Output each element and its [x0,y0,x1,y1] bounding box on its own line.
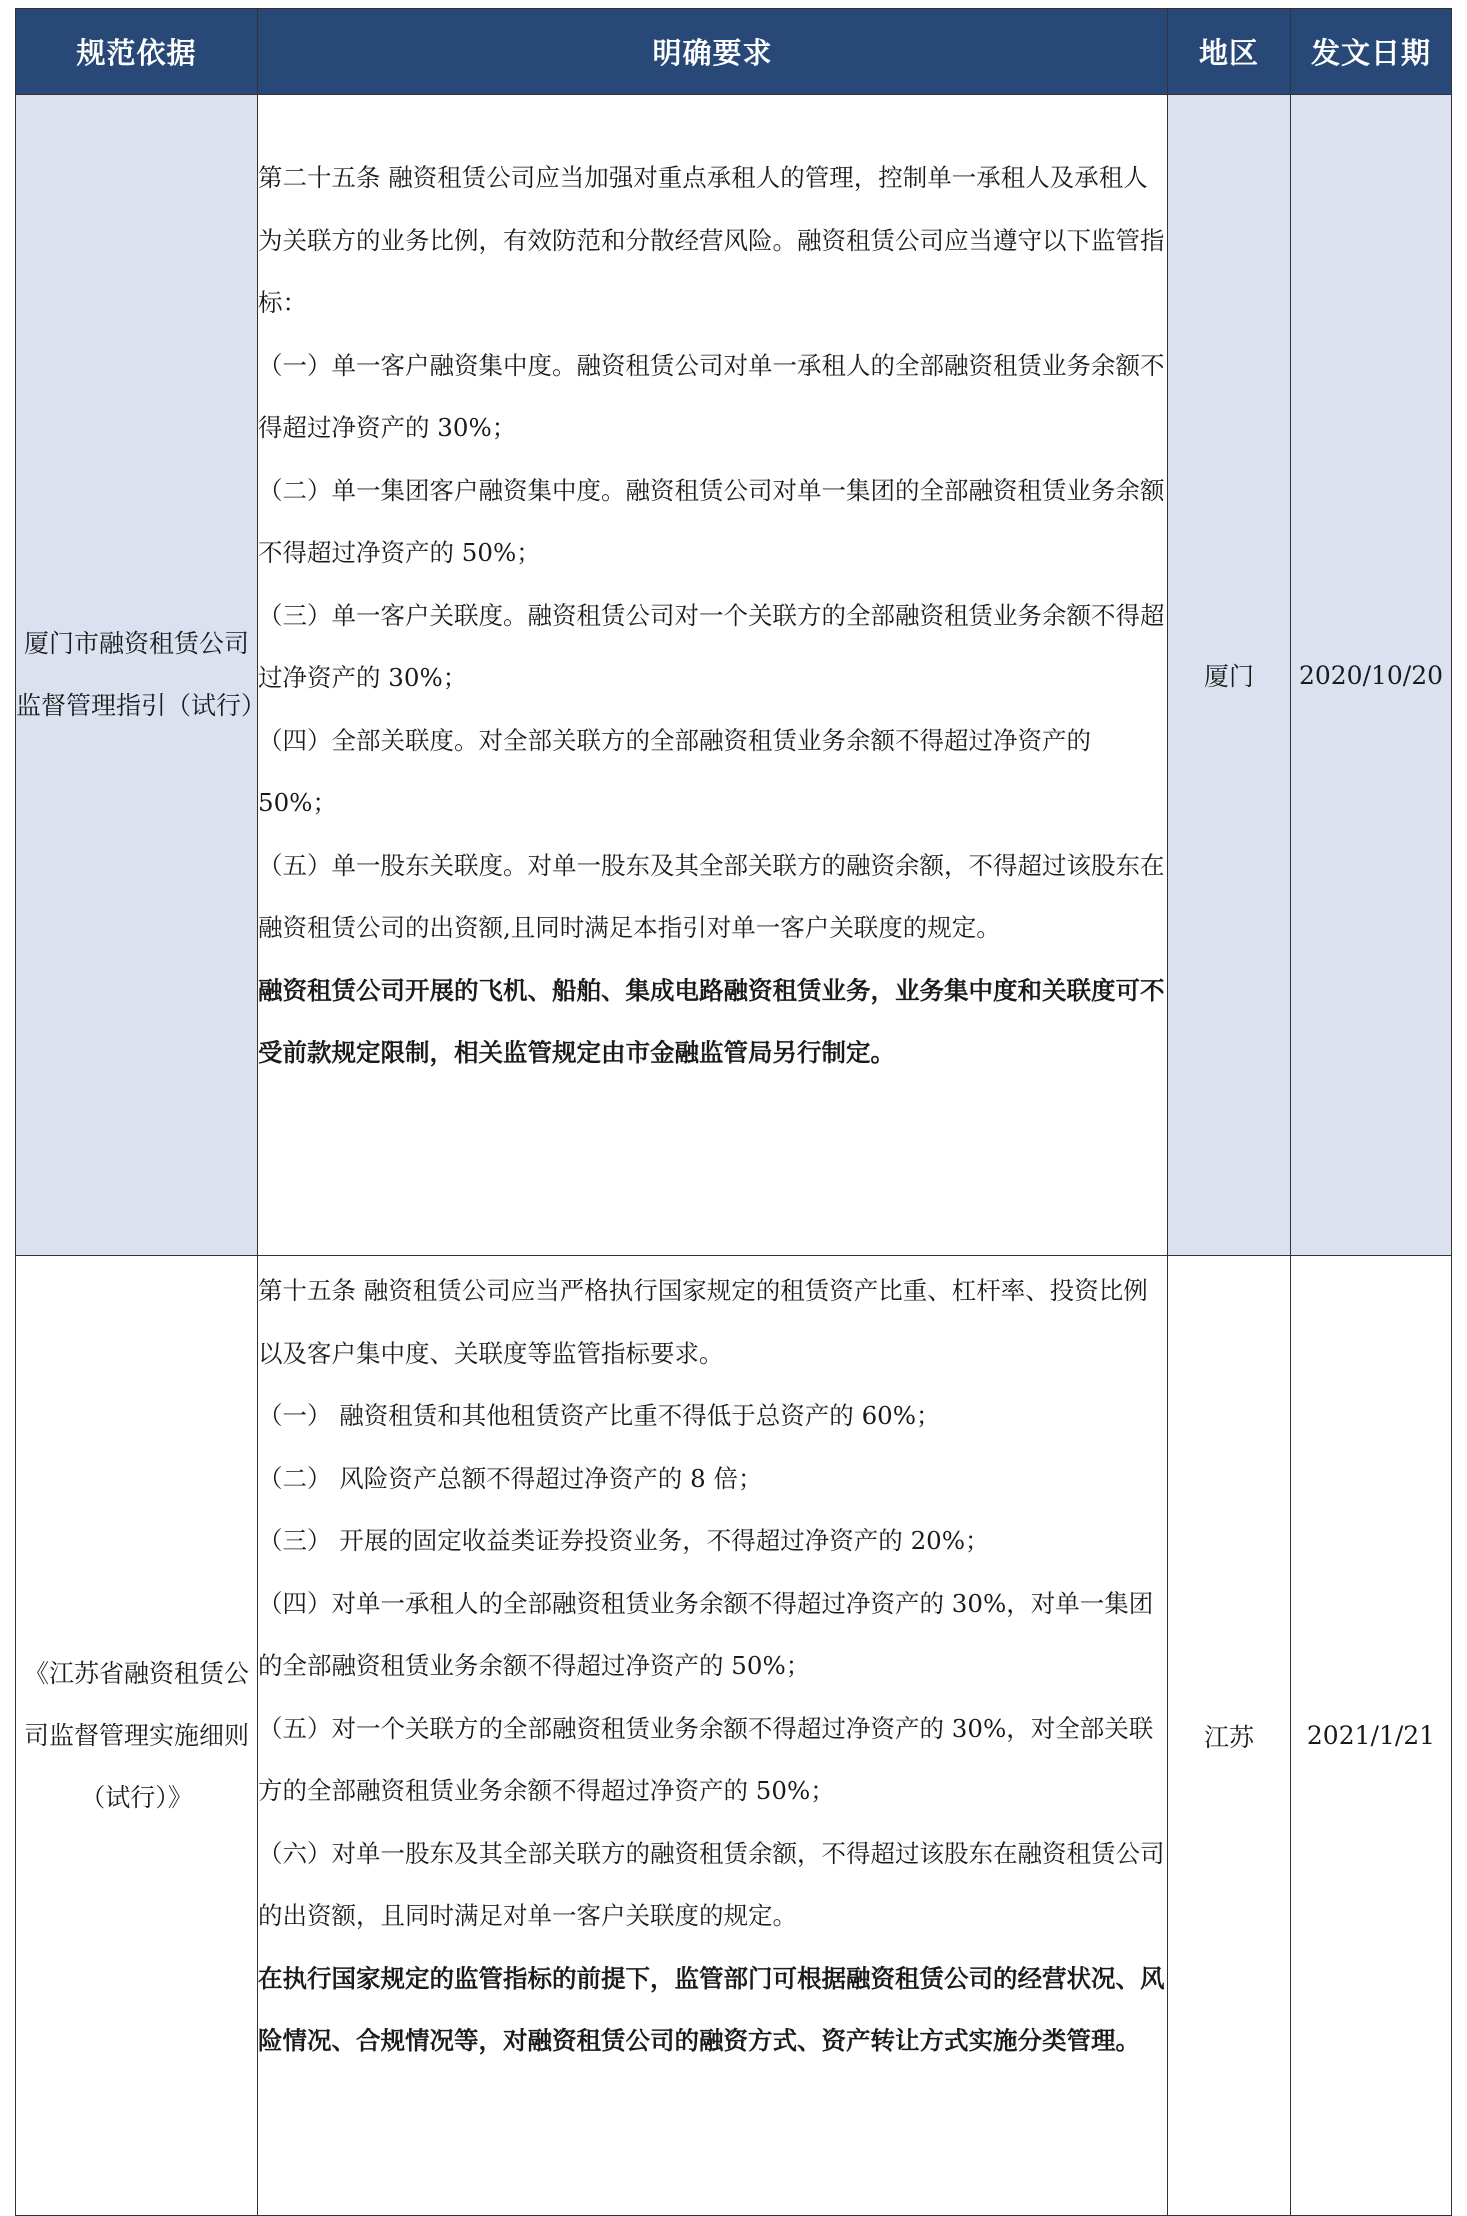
requirement-bold-note: 在执行国家规定的监管指标的前提下，监管部门可根据融资租赁公司的经营状况、风险情况、合规情况等，对融资租赁公司的融资方式、资产转让方式实施分类管理。 [258,1963,1165,2055]
basis-cell: 《江苏省融资租赁公司监督管理实施细则（试行）》 [16,1256,258,2216]
requirement-paragraph: 第二十五条 融资租赁公司应当加强对重点承租人的管理，控制单一承租人及承租人为关联方的业务比例，有效防范和分散经营风险。融资租赁公司应当遵守以下监管指标： [258,163,1165,317]
requirement-paragraph: （一） 融资租赁和其他租赁资产比重不得低于总资产的 60%； [258,1401,941,1430]
requirement-paragraph: （四）全部关联度。对全部关联方的全部融资租赁业务余额不得超过净资产的 50%； [258,725,1091,817]
table-row [16,1256,1452,2216]
basis-cell: 厦门市融资租赁公司监督管理指引（试行） [16,95,258,1256]
requirement-cell [258,1256,1168,2216]
region-cell: 江苏 [1168,1256,1291,2216]
requirement-cell [258,95,1168,1256]
requirement-paragraph: （四）对单一承租人的全部融资租赁业务余额不得超过净资产的 30%，对单一集团的全部融资租赁业务余额不得超过净资产的 50%； [258,1588,1154,1680]
requirement-bold-note: 融资租赁公司开展的飞机、船舶、集成电路融资租赁业务，业务集中度和关联度可不受前款规定限制，相关监管规定由市金融监管局另行制定。 [258,975,1165,1067]
requirement-paragraph: （二） 风险资产总额不得超过净资产的 8 倍； [258,1463,763,1493]
date-cell: 2020/10/20 [1291,95,1452,1256]
requirement-paragraph: （三）单一客户关联度。融资租赁公司对一个关联方的全部融资租赁业务余额不得超过净资产的 30%； [258,600,1165,692]
requirement-paragraph: （六）对单一股东及其全部关联方的融资租赁余额，不得超过该股东在融资租赁公司的出资额，且同时满足对单一客户关联度的规定。 [258,1838,1165,1930]
header-region: 地区 [1168,9,1291,95]
requirement-paragraph: （三） 开展的固定收益类证券投资业务，不得超过净资产的 20%； [258,1526,990,1555]
header-row [16,9,1452,95]
requirement-paragraph: 第十五条 融资租赁公司应当严格执行国家规定的租赁资产比重、杠杆率、投资比例以及客户集中度、关联度等监管指标要求。 [258,1276,1148,1368]
table-row [16,95,1452,1256]
date-cell: 2021/1/21 [1291,1256,1452,2216]
requirement-paragraph: （二）单一集团客户融资集中度。融资租赁公司对单一集团的全部融资租赁业务余额不得超过净资产的 50%； [258,475,1165,567]
header-requirement: 明确要求 [258,9,1168,95]
regulation-table [15,8,1452,2216]
region-cell: 厦门 [1168,95,1291,1256]
requirement-paragraph: （一）单一客户融资集中度。融资租赁公司对单一承租人的全部融资租赁业务余额不得超过净资产的 30%； [258,350,1165,442]
requirement-paragraph: （五）对一个关联方的全部融资租赁业务余额不得超过净资产的 30%，对全部关联方的全部融资租赁业务余额不得超过净资产的 50%； [258,1713,1154,1805]
header-date: 发文日期 [1291,9,1452,95]
header-basis: 规范依据 [16,9,258,95]
requirement-paragraph: （五）单一股东关联度。对单一股东及其全部关联方的融资余额，不得超过该股东在融资租赁公司的出资额,且同时满足本指引对单一客户关联度的规定。 [258,850,1165,942]
